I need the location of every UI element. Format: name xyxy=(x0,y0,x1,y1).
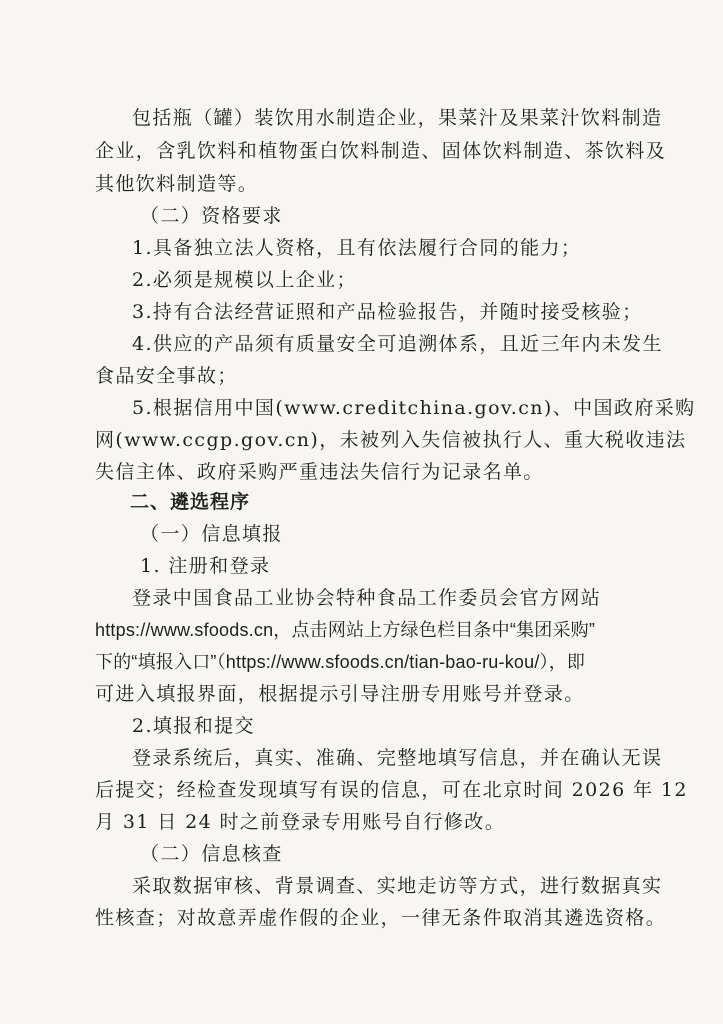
section-heading-selection-procedure: 二、遴选程序 xyxy=(130,491,251,513)
list-item: 2.必须是规模以上企业； xyxy=(132,269,357,291)
paragraph-line: 其他饮料制造等。 xyxy=(95,173,259,195)
paragraph-line: 企业，含乳饮料和植物蛋白饮料制造、固体饮料制造、茶饮料及 xyxy=(95,140,667,162)
step-heading-register-login: 1. 注册和登录 xyxy=(140,555,271,577)
paragraph-line: 后提交；经检查发现填写有误的信息，可在北京时间 2026 年 12 xyxy=(95,779,688,801)
list-item: 1.具备独立法人资格，且有依法履行合同的能力； xyxy=(132,237,582,259)
paragraph-line: 可进入填报界面，根据提示引导注册专用账号并登录。 xyxy=(95,683,585,705)
section-heading-qualification: （二）资格要求 xyxy=(140,205,283,227)
paragraph-line: 包括瓶（罐）装饮用水制造企业，果菜汁及果菜汁饮料制造 xyxy=(132,107,663,129)
step-heading-fill-submit: 2.填报和提交 xyxy=(132,715,255,737)
list-item: 3.持有合法经营证照和产品检验报告，并随时接受核验； xyxy=(132,301,643,323)
list-item-continuation: 失信主体、政府采购严重违法失信行为记录名单。 xyxy=(95,461,544,483)
subsection-heading-info-filing: （一）信息填报 xyxy=(140,523,283,545)
list-item: 5.根据信用中国(www.creditchina.gov.cn)、中国政府采购 xyxy=(132,397,696,419)
paragraph-line: 性核查；对故意弄虚作假的企业，一律无条件取消其遴选资格。 xyxy=(95,907,667,929)
paragraph-line-url: https://www.sfoods.cn，点击网站上方绿色栏目条中“集团采购” xyxy=(95,620,596,640)
paragraph-line: 采取数据审核、背景调查、实地走访等方式，进行数据真实 xyxy=(132,875,663,897)
list-item-continuation: 网(www.ccgp.gov.cn)，未被列入失信被执行人、重大税收违法 xyxy=(95,429,687,451)
paragraph-line: 月 31 日 24 时之前登录专用账号自行修改。 xyxy=(95,811,506,833)
subsection-heading-info-verification: （二）信息核查 xyxy=(140,843,283,865)
list-item-continuation: 食品安全事故； xyxy=(95,365,238,387)
paragraph-line-url: 下的“填报入口”（https://www.sfoods.cn/tian-bao-ru-kou/），即 xyxy=(95,652,586,672)
paragraph-line: 登录中国食品工业协会特种食品工作委员会官方网站 xyxy=(132,587,602,609)
paragraph-line: 登录系统后，真实、准确、完整地填写信息，并在确认无误 xyxy=(132,747,663,769)
list-item: 4.供应的产品须有质量安全可追溯体系，且近三年内未发生 xyxy=(132,333,663,355)
